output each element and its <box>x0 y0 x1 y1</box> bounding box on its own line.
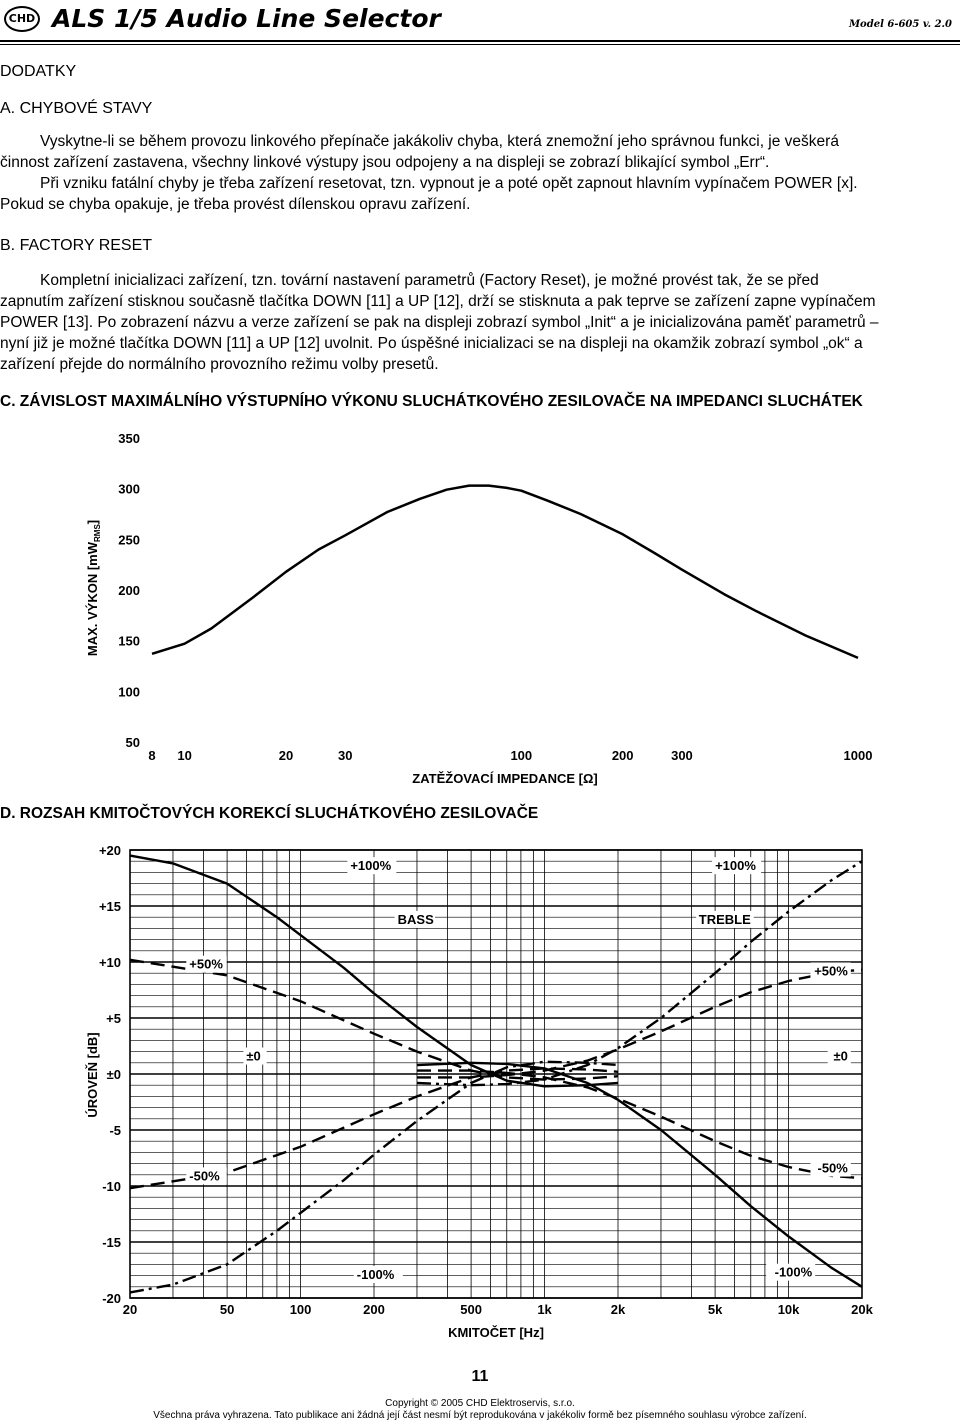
y-tick-label: +10 <box>98 955 121 970</box>
y-tick-label: 250 <box>118 532 140 548</box>
annotation-label: BASS <box>397 911 434 927</box>
annotation-label: -100% <box>356 1266 395 1282</box>
section-b-line-4: nyní již je možné tlačítka DOWN [11] a UP [12] uvolnit. Po úspěšné inicializaci se na displeji na okamžik zobrazí symbol „ok“ a <box>0 335 863 352</box>
page-number: 11 <box>471 1368 489 1385</box>
x-tick-label: 8 <box>148 748 156 763</box>
section-d-title: D. ROZSAH KMITOČTOVÝCH KOREKCÍ SLUCHÁTKOVÉHO ZESILOVAČE <box>0 805 539 822</box>
tone-curve-6 <box>417 970 862 1078</box>
section-b-line-3: POWER [13]. Po zobrazení názvu a verze zařízení se pak na displeji zobrazí symbol „Init“ a je inicializována paměť parametrů – <box>0 314 879 331</box>
y-tick-label: +15 <box>98 899 121 914</box>
y-tick-label: 200 <box>118 583 140 598</box>
x-tick-label: 50 <box>219 1302 235 1317</box>
y-tick-label: -20 <box>102 1291 121 1306</box>
annotation-label: +50% <box>814 963 848 979</box>
section-a-line-2: činnost zařízení zastavena, všechny linkové výstupy jsou odpojeny a na displeji se zobrazí blikající symbol „Err“. <box>0 154 770 171</box>
section-a-line-4: Pokud se chyba opakuje, je třeba provést dílenskou opravu zařízení. <box>0 196 471 213</box>
x-tick-label: 1000 <box>843 748 873 763</box>
section-b-line-1: Kompletní inicializaci zařízení, tzn. tovární nastavení parametrů (Factory Reset), je možné provést tak, že se před <box>40 272 819 289</box>
x-tick-label: 2k <box>610 1302 626 1317</box>
annotation-label: +100% <box>715 858 756 874</box>
section-c-title: C. ZÁVISLOST MAXIMÁLNÍHO VÝSTUPNÍHO VÝKONU SLUCHÁTKOVÉHO ZESILOVAČE NA IMPEDANCI SLUCHÁTEK <box>0 393 863 410</box>
x-tick-label: 20 <box>278 748 294 763</box>
y-tick-label: 50 <box>125 735 140 750</box>
x-tick-label: 200 <box>363 1302 385 1317</box>
x-tick-label: 500 <box>460 1302 482 1317</box>
tone-curve-7 <box>417 1071 862 1179</box>
header-rule-thin <box>0 44 960 45</box>
x-tick-label: 5k <box>707 1302 723 1317</box>
x-axis-label: KMITOČET [Hz] <box>448 1325 544 1340</box>
document-title: ALS 1/5 Audio Line Selector <box>52 4 441 33</box>
y-tick-label: 300 <box>118 481 140 497</box>
section-a-line-3: Při vzniku fatální chyby je třeba zařízení resetovat, tzn. vypnout je a poté opět zapnout hlavním vypínačem POWER [x]. <box>40 175 858 192</box>
y-tick-label: +5 <box>106 1011 121 1026</box>
x-tick-label: 300 <box>671 748 693 763</box>
x-tick-label: 20k <box>851 1302 873 1317</box>
y-tick-label: 350 <box>118 431 140 446</box>
header-rule <box>0 40 960 42</box>
y-axis-label-sub: RMS <box>93 524 102 542</box>
y-tick-label: 100 <box>118 684 140 700</box>
y-tick-label: -5 <box>109 1123 121 1138</box>
annotation-label: ±0 <box>246 1048 261 1064</box>
model-version: Model 6-605 v. 2.0 <box>848 19 952 30</box>
copyright-line: Copyright © 2005 CHD Elektroservis, s.r.o. <box>385 1398 575 1409</box>
x-tick-label: 200 <box>611 748 634 763</box>
power-vs-impedance-chart <box>0 420 960 795</box>
annotation-label: -50% <box>189 1168 220 1184</box>
appendix-heading: DODATKY <box>0 63 77 80</box>
y-tick-label: ±0 <box>106 1067 121 1082</box>
section-b-title: B. FACTORY RESET <box>0 237 153 254</box>
section-b-line-5: zařízení přejde do normálního provozního režimu volby presetů. <box>0 356 439 373</box>
x-tick-label: 100 <box>510 748 533 763</box>
y-axis-label <box>85 520 102 656</box>
chd-logo: CHD <box>4 6 40 32</box>
y-tick-label: +20 <box>98 843 121 858</box>
rights-line: Všechna práva vyhrazena. Tato publikace ani žádná její část nesmí být reprodukována v jakékoliv formě bez písemného souhlasu výrobce zařízení. <box>153 1410 807 1421</box>
annotation-label: -50% <box>817 1160 848 1176</box>
y-axis-label-end: ] <box>85 519 100 525</box>
annotation-label: TREBLE <box>698 911 751 927</box>
y-axis-label: ÚROVEŇ [dB] <box>85 1032 100 1118</box>
annotation-label: -100% <box>774 1264 813 1280</box>
annotation-label: +100% <box>350 858 392 874</box>
x-tick-label: 30 <box>338 748 353 763</box>
x-tick-label: 10k <box>777 1302 800 1317</box>
section-a-line-1: Vyskytne-li se během provozu linkového přepínače jakákoliv chyba, která znemožní jeho správnou funkci, je veškerá <box>40 133 839 150</box>
x-tick-label: 20 <box>122 1302 138 1317</box>
x-tick-label: 10 <box>177 748 192 763</box>
annotation-label: ±0 <box>833 1048 848 1064</box>
x-tick-label: 100 <box>289 1302 312 1317</box>
power-curve-line <box>152 486 858 658</box>
y-tick-label: -15 <box>102 1235 121 1250</box>
x-axis-label: ZATĚŽOVACÍ IMPEDANCE [Ω] <box>412 771 598 786</box>
section-a-title: A. CHYBOVÉ STAVY <box>0 100 153 117</box>
x-tick-label: 1k <box>537 1302 552 1317</box>
tone-control-range-chart <box>0 835 960 1345</box>
section-b-line-2: zapnutím zařízení stisknou současně tlačítka DOWN [11] a UP [12], drží se stisknuta a pak teprve se zařízení zapne vypínačem <box>0 293 876 310</box>
y-tick-label: -10 <box>102 1179 121 1194</box>
annotation-label: +50% <box>189 956 223 972</box>
y-tick-label: 150 <box>118 633 140 649</box>
y-axis-label-main: MAX. VÝKON [mW <box>85 542 100 657</box>
